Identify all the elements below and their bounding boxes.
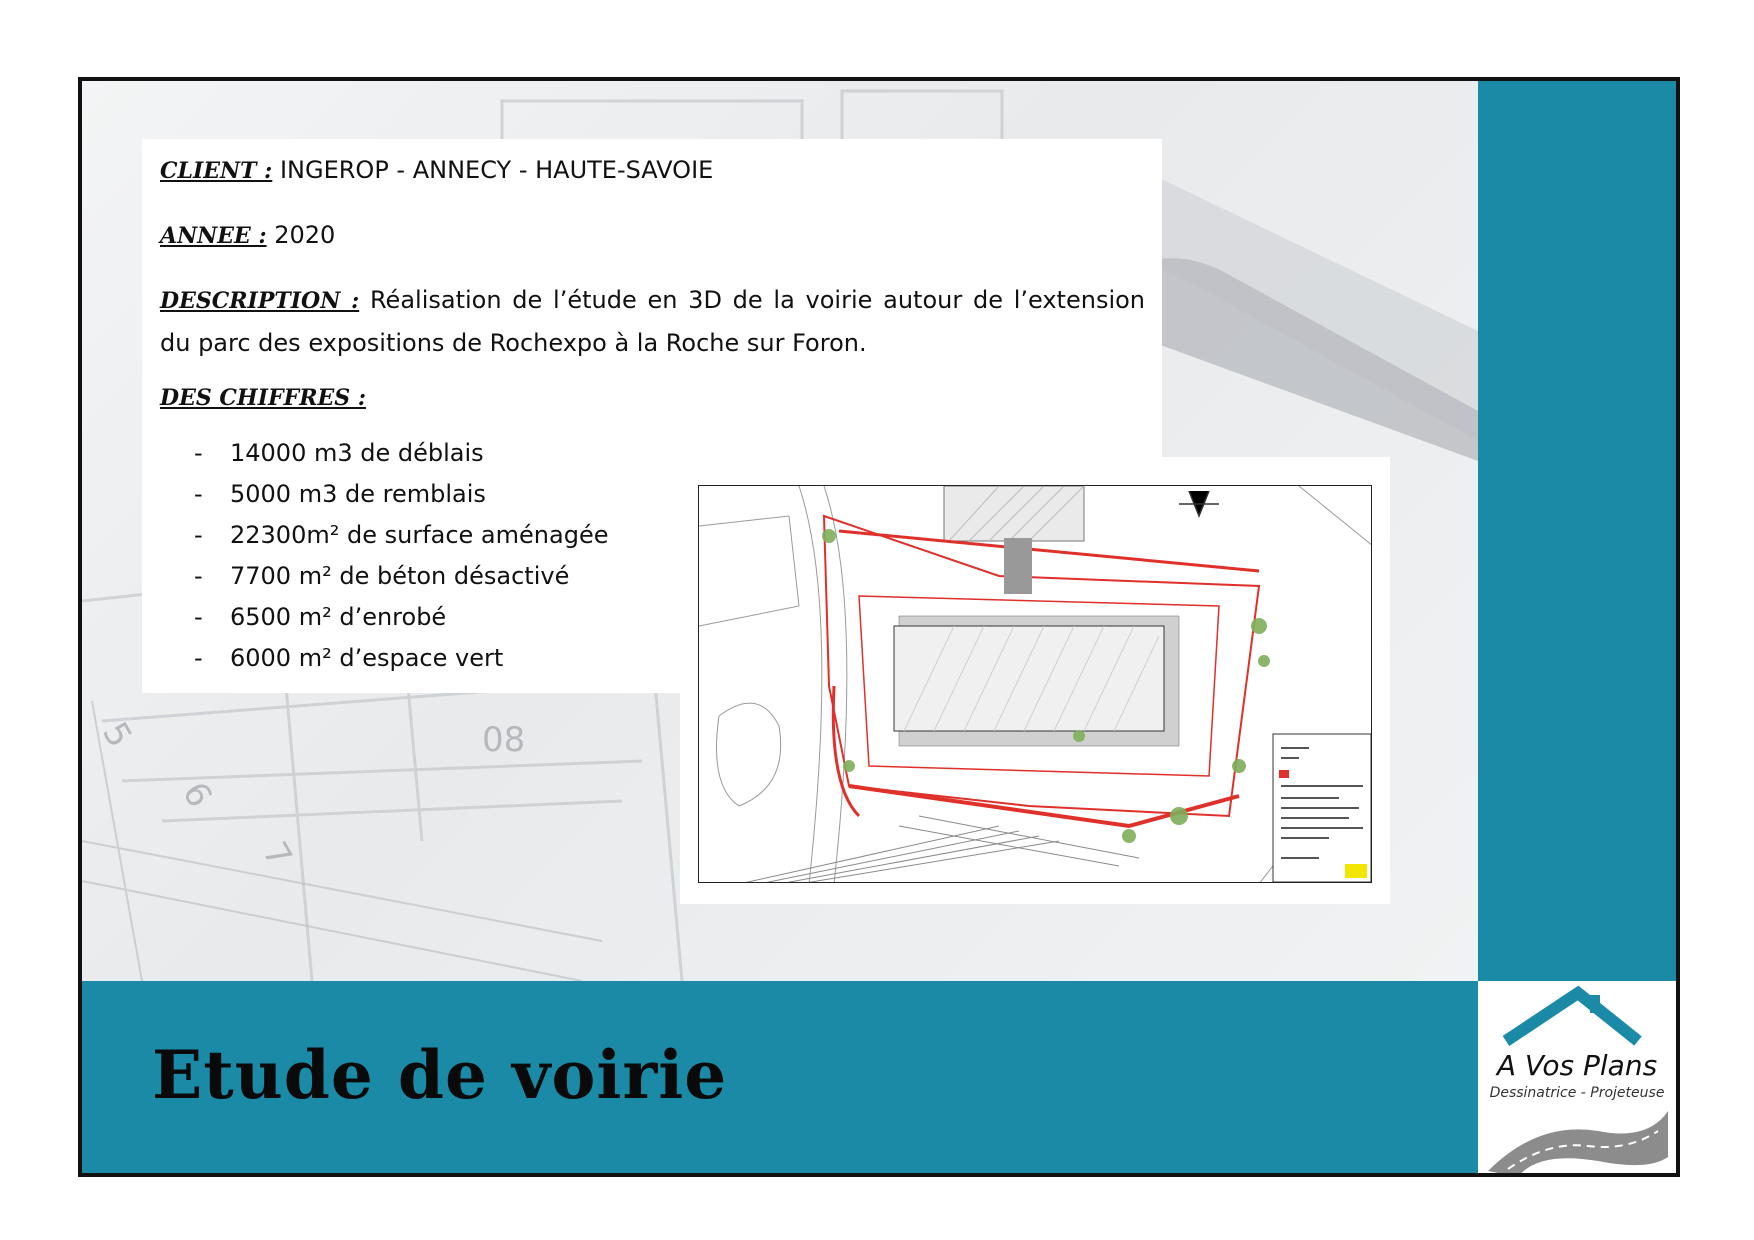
client-value: INGEROP - ANNECY - HAUTE-SAVOIE bbox=[279, 156, 714, 184]
figures-label: DES CHIFFRES : bbox=[160, 385, 366, 411]
year-row bbox=[160, 214, 1145, 257]
description-label: DESCRIPTION : bbox=[160, 288, 360, 314]
svg-text:7: 7 bbox=[254, 835, 300, 875]
bullet-dash: - bbox=[194, 603, 203, 631]
logo-name: A Vos Plans bbox=[1496, 1049, 1658, 1082]
year-value: 2020 bbox=[274, 221, 336, 249]
company-logo bbox=[1478, 981, 1676, 1177]
svg-text:6: 6 bbox=[174, 775, 220, 815]
client-row bbox=[160, 149, 1145, 192]
figure-item: - 6000 m² d’espace vert bbox=[194, 638, 1145, 679]
title-band bbox=[82, 981, 1676, 1177]
logo-subtitle: Dessinatrice - Projeteuse bbox=[1489, 1085, 1665, 1101]
bullet-dash: - bbox=[194, 562, 203, 590]
bullet-dash: - bbox=[194, 480, 203, 508]
site-plan-card bbox=[680, 457, 1390, 904]
figure-item: - 14000 m3 de déblais bbox=[194, 433, 1145, 474]
bullet-dash: - bbox=[194, 439, 203, 467]
site-plan-drawing bbox=[698, 485, 1372, 883]
description-row bbox=[160, 279, 1145, 364]
bullet-dash: - bbox=[194, 521, 203, 549]
description-value: Réalisation de l’étude en 3D de la voirie autour de l’extension du parc des expositions de Rochexpo à la Roche sur Foron. bbox=[160, 286, 1146, 357]
figure-item: - 5000 m3 de remblais bbox=[194, 474, 1145, 515]
client-label: CLIENT : bbox=[160, 158, 273, 184]
figure-item: - 6500 m² d’enrobé bbox=[194, 597, 1145, 638]
figure-item: - 22300m² de surface aménagée bbox=[194, 515, 1145, 556]
figures-row bbox=[160, 376, 1145, 419]
figure-item: - 7700 m² de béton désactivé bbox=[194, 556, 1145, 597]
page-title: Etude de voirie bbox=[152, 1036, 728, 1114]
svg-text:5: 5 bbox=[94, 715, 140, 755]
year-label: ANNEE : bbox=[160, 223, 267, 249]
svg-text:08: 08 bbox=[482, 720, 526, 760]
bullet-dash: - bbox=[194, 644, 203, 672]
page-frame bbox=[78, 77, 1680, 1177]
right-accent-bar bbox=[1478, 81, 1676, 981]
